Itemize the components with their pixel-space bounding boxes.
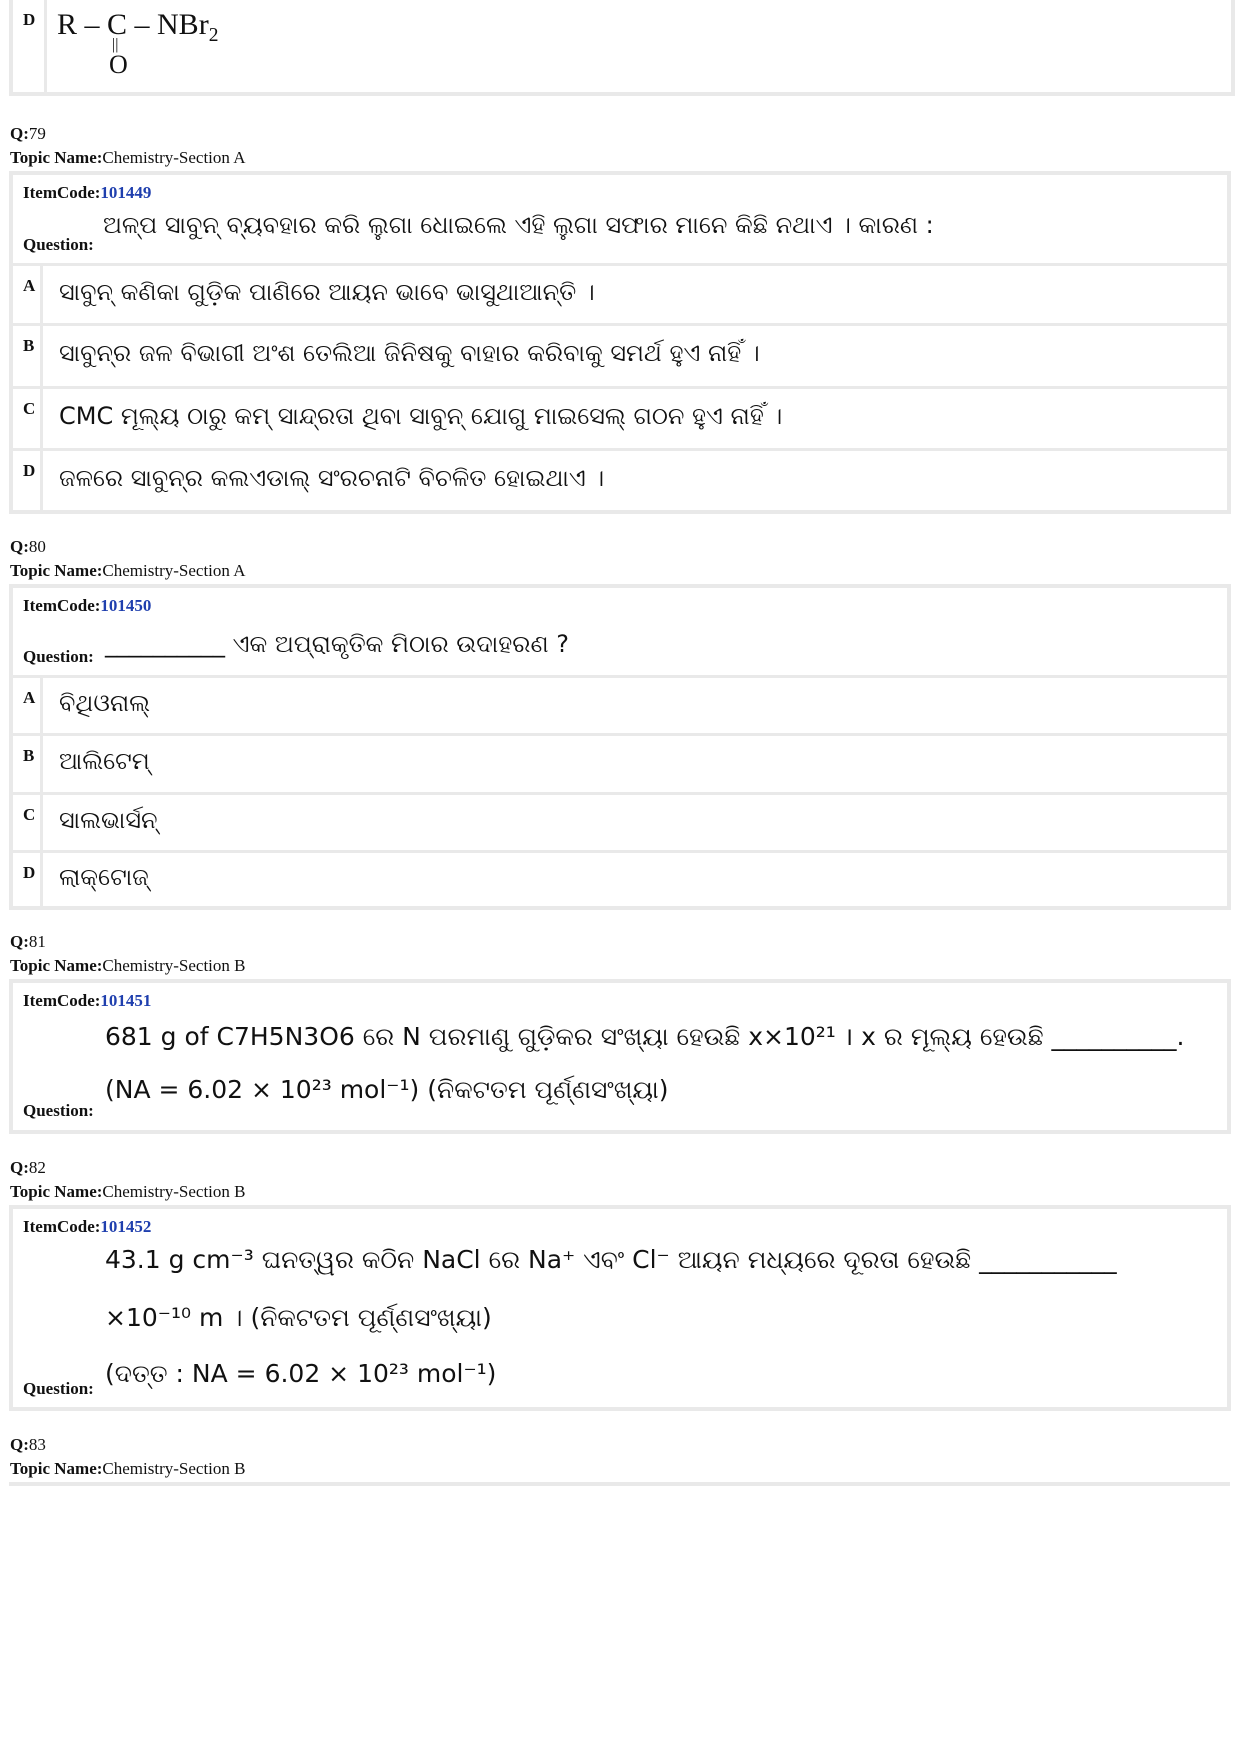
option-text: ସାବୁନ୍ର ଜଳ ବିଭାଗୀ ଅଂଶ ତେଲିଆ ଜିନିଷକୁ ବାହାର କରିବାକୁ ସମର୍ଥ ହୁଏ ନାହିଁ । (59, 339, 760, 367)
q80-option-d[interactable] (13, 853, 1227, 910)
q83-block-top-border (9, 1482, 1230, 1486)
option-text: ସାଲଭାର୍ସନ୍ (59, 806, 158, 834)
q80-number: Q:80 (10, 537, 46, 556)
option-text: ଲାକ୍ଟୋଜ୍ (59, 863, 149, 891)
q80-question-row (13, 588, 1227, 678)
q79-number: Q:79 (10, 124, 46, 143)
q79-option-c[interactable] (13, 389, 1227, 451)
formula-subscript: 2 (208, 25, 219, 46)
q81-topic: Topic Name:Chemistry-Section B (10, 956, 246, 975)
q83-number: Q:83 (10, 1435, 46, 1454)
acyl-nbr2-formula (57, 8, 218, 47)
option-letter: C (13, 795, 43, 850)
option-text: ବିଥିଓନାଲ୍ (59, 689, 151, 717)
q81-block (9, 979, 1231, 1134)
option-letter: A (13, 266, 43, 323)
option-text: ସାବୁନ୍ କଣିକା ଗୁଡ଼ିକ ପାଣିରେ ଆୟନ ଭାବେ ଭାସୁଥାଆନ୍ତି । (59, 278, 595, 306)
q82-itemcode: ItemCode:101452 (23, 1217, 152, 1236)
double-bond: || (112, 36, 119, 53)
q80-topic: Topic Name:Chemistry-Section A (10, 561, 246, 580)
q82-number: Q:82 (10, 1158, 46, 1177)
option-letter: D (13, 0, 47, 92)
option-letter: B (13, 326, 43, 386)
q80-option-b[interactable] (13, 736, 1227, 795)
formula-main: R – C – NBr (57, 8, 209, 41)
q83-topic: Topic Name:Chemistry-Section B (10, 1459, 246, 1478)
q79-itemcode: ItemCode:101449 (23, 183, 152, 202)
option-letter: C (13, 389, 43, 448)
q79-question-label: Question: (23, 235, 94, 254)
q81-question-line1: 681 g of C7H5N3O6 ରେ N ପରମାଣୁ ଗୁଡ଼ିକର ସଂଖ୍ୟା ହେଉଛି x×10²¹ । x ର ମୂଲ୍ୟ ହେଉଛି __________. (105, 1022, 1185, 1051)
option-letter: B (13, 736, 43, 792)
option-text: CMC ମୂଲ୍ୟ ଠାରୁ କମ୍ ସାନ୍ଦ୍ରତା ଥିବା ସାବୁନ୍ ଯୋଗୁ ମାଇସେଲ୍ ଗଠନ ହୁଏ ନାହିଁ । (59, 402, 783, 430)
q82-question-line2: ×10⁻¹⁰ m । (ନିକଟତମ ପୂର୍ଣ୍ଣସଂଖ୍ୟା) (105, 1303, 492, 1332)
q81-itemcode: ItemCode:101451 (23, 991, 152, 1010)
q82-question-label: Question: (23, 1379, 94, 1398)
q81-question-line2: (NA = 6.02 × 10²³ mol⁻¹) (ନିକଟତମ ପୂର୍ଣ୍ଣସଂଖ୍ୟା) (105, 1075, 669, 1104)
q82-topic: Topic Name:Chemistry-Section B (10, 1182, 246, 1201)
option-letter: D (13, 853, 43, 910)
q80-itemcode: ItemCode:101450 (23, 596, 152, 615)
q80-question-text: __________ ଏକ ଅପ୍ରାକୃତିକ ମିଠାର ଉଦାହରଣ ? (105, 630, 569, 658)
q79-topic: Topic Name:Chemistry-Section A (10, 148, 246, 167)
q78-option-d-frame (9, 0, 1235, 96)
q80-option-a[interactable] (13, 678, 1227, 736)
q81-question-label: Question: (23, 1101, 94, 1120)
q79-question-text: ଅଳ୍ପ ସାବୁନ୍ ବ୍ୟବହାର କରି ଲୁଗା ଧୋଇଲେ ଏହି ଲୁଗା ସଫାର ମାନେ କିଛି ନଥାଏ । କାରଣ : (103, 211, 934, 239)
option-text: ଜଳରେ ସାବୁନ୍ର କଲଏଡାଲ୍ ସଂରଚନାଟି ବିଚଳିତ ହୋଇଥାଏ । (59, 464, 605, 492)
q82-question-line1: 43.1 g cm⁻³ ଘନତ୍ୱର କଠିନ NaCl ରେ Na⁺ ଏବଂ Cl⁻ ଆୟନ ମଧ୍ୟରେ ଦୂରତା ହେଉଛି ___________ (105, 1245, 1117, 1274)
option-letter: A (13, 678, 43, 733)
q79-question-row (13, 175, 1227, 266)
q82-block (9, 1205, 1231, 1411)
q79-block (9, 171, 1231, 514)
q80-block (9, 584, 1231, 910)
q81-number: Q:81 (10, 932, 46, 951)
option-text: ଆଲିଟେମ୍ (59, 747, 150, 775)
q79-option-b[interactable] (13, 326, 1227, 389)
option-letter: D (13, 451, 43, 514)
q80-question-label: Question: (23, 647, 94, 666)
q80-option-c[interactable] (13, 795, 1227, 853)
oxygen-atom: O (109, 50, 128, 79)
q82-question-line3: (ଦତ୍ତ : NA = 6.02 × 10²³ mol⁻¹) (105, 1359, 497, 1388)
q79-option-a[interactable] (13, 266, 1227, 326)
q79-option-d[interactable] (13, 451, 1227, 514)
